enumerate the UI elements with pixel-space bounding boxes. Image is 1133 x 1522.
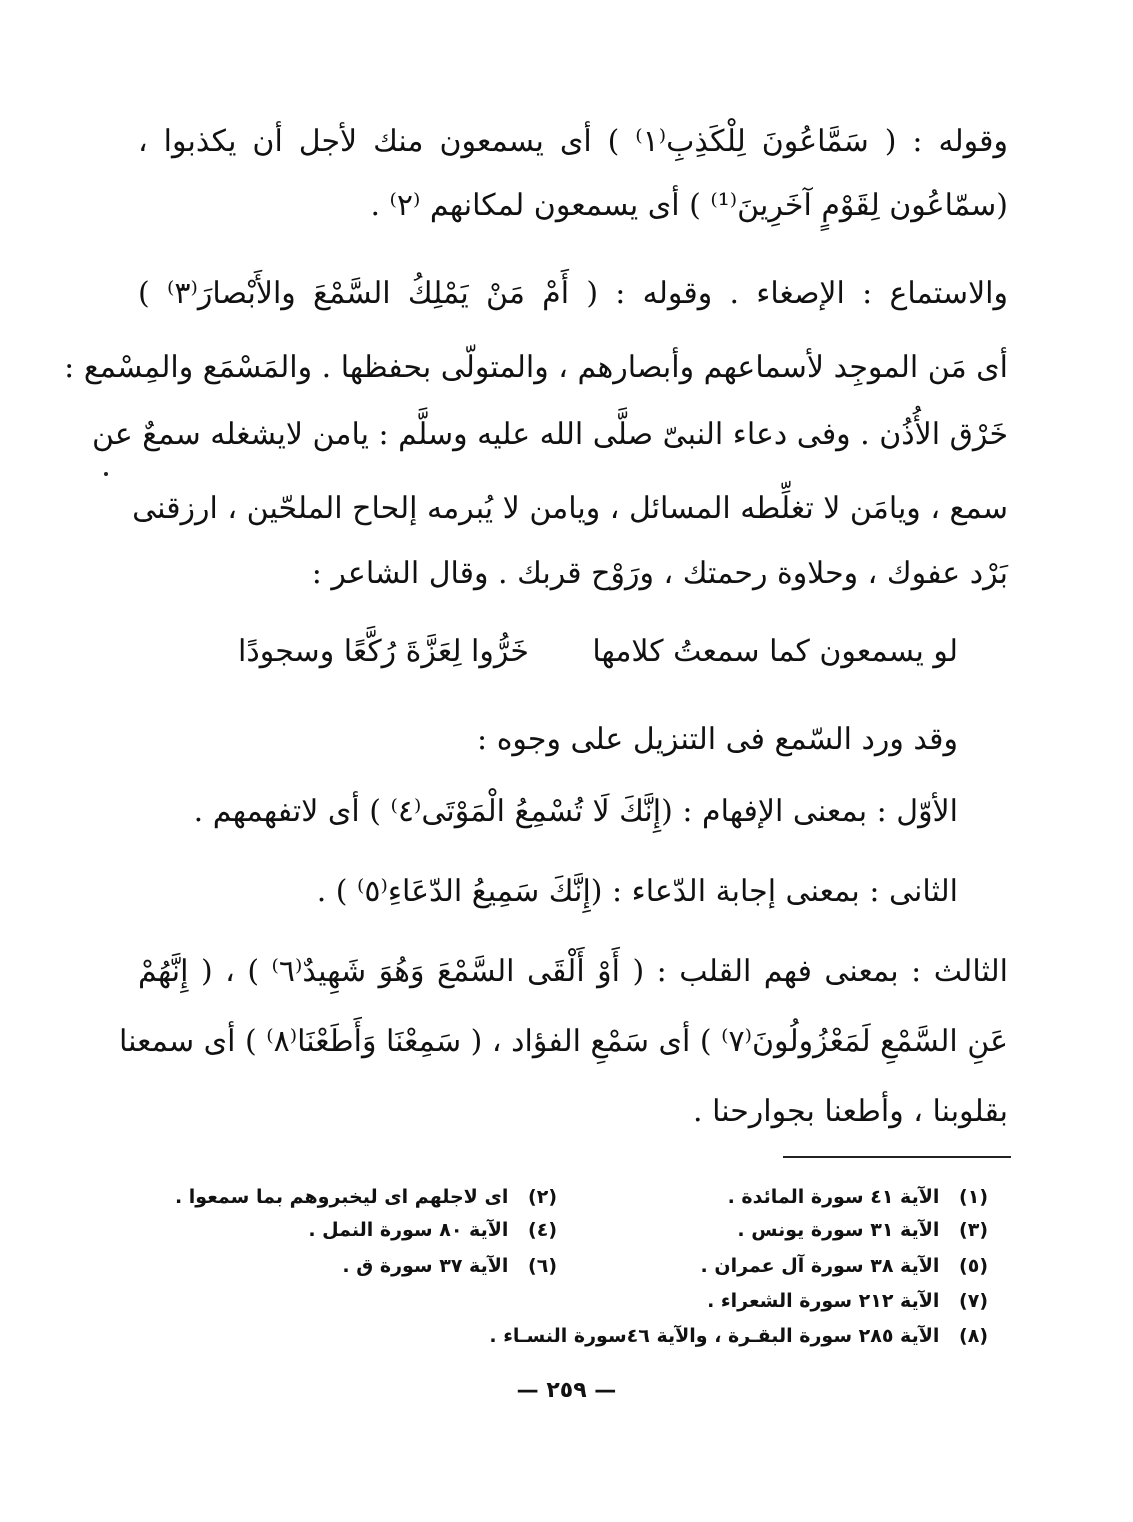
- text-line-2: (سمّاعُون لِقَوْمٍ آخَرِينَ⁽¹⁾ ) أى يسمعون لمكانهم ⁽٢⁾ .: [370, 188, 1008, 223]
- footnote-6-number: (٦): [528, 1255, 557, 1277]
- footnote-3-text: الآية ٣١ سورة يونس .: [737, 1219, 940, 1241]
- footnote-6: [342, 1253, 557, 1279]
- footnote-2-number: (٢): [528, 1186, 557, 1208]
- footnote-1: [728, 1184, 988, 1210]
- text-line-11: الثالث : بمعنى فهم القلب : ( أَوْ أَلْقَى السَّمْعَ وَهُوَ شَهِيدٌ⁽٦⁾ ) ، ( إِنَّهُمْ: [138, 954, 1008, 989]
- scan-speck: [104, 472, 108, 476]
- footnote-3-number: (٣): [959, 1219, 988, 1241]
- text-line-4: أى مَن الموجِد لأسماعهم وأبصارهم ، والمتولّى بحفظها . والمَسْمَع والمِسْمع :: [64, 350, 1008, 385]
- footnote-7-text: الآية ٢١٢ سورة الشعراء .: [707, 1290, 940, 1312]
- text-line-10: الثانى : بمعنى إجابة الدّعاء : (إِنَّكَ سَمِيعُ الدّعَاءِ⁽٥⁾ ) .: [316, 874, 958, 909]
- footnote-5-number: (٥): [959, 1255, 988, 1277]
- footnote-8: [489, 1323, 988, 1349]
- poem-first-hemistich: لو يسمعون كما سمعتُ كلامها: [592, 634, 958, 669]
- footnote-7-number: (٧): [959, 1290, 988, 1312]
- text-line-12: عَنِ السَّمْعِ لَمَعْزُولُونَ⁽٧⁾ ) أى سَمْعِ الفؤاد ، ( سَمِعْنَا وَأَطَعْنَا⁽٨⁾ ) أى سمعنا: [118, 1024, 1008, 1059]
- text-line-6: سمع ، ويامَن لا تغلِّطه المسائل ، ويامن لا يُبرمه إلحاح الملحّين ، ارزقنى: [132, 491, 1008, 526]
- footnote-4-number: (٤): [528, 1219, 557, 1241]
- footnote-separator: [783, 1156, 1011, 1158]
- text-line-13: بقلوبنا ، وأطعنا بجوارحنا .: [693, 1094, 1008, 1129]
- text-line-8: وقد ورد السّمع فى التنزيل على وجوه :: [477, 722, 958, 757]
- footnote-5-text: الآية ٣٨ سورة آل عمران .: [700, 1255, 940, 1277]
- poem-second-hemistich: خَرُّوا لِعَزَّةَ رُكَّعًا وسجودًا: [238, 634, 529, 669]
- text-line-9: الأوّل : بمعنى الإفهام : (إِنَّكَ لَا تُسْمِعُ الْمَوْتَى⁽٤⁾ ) أى لاتفهمهم .: [193, 794, 958, 829]
- footnote-4-text: الآية ٨٠ سورة النمل .: [308, 1219, 509, 1241]
- footnote-2-text: اى لاجلهم اى ليخبروهم بما سمعوا .: [174, 1186, 509, 1208]
- footnote-8-text: الآية ٢٨٥ سورة البقـرة ، والآية ٤٦سورة النسـاء .: [489, 1325, 940, 1347]
- text-line-3: والاستماع : الإصغاء . وقوله : ( أَمْ مَنْ يَمْلِكُ السَّمْعَ والأَبْصارَ⁽٣⁾ ): [138, 276, 1009, 311]
- text-line-1: وقوله : ( سَمَّاعُونَ لِلْكَذِبِ⁽١⁾ ) أى يسمعون منك لأجل أن يكذبوا ،: [138, 124, 1009, 159]
- footnote-8-number: (٨): [959, 1325, 988, 1347]
- footnote-1-text: الآية ٤١ سورة المائدة .: [727, 1186, 940, 1208]
- footnote-4: [308, 1217, 557, 1243]
- footnote-5: [701, 1253, 988, 1279]
- footnote-7: [707, 1288, 988, 1314]
- page-number: — ٢٥٩ —: [516, 1378, 617, 1403]
- text-line-7: بَرْد عفوك ، وحلاوة رحمتك ، ورَوْح قربك . وقال الشاعر :: [311, 556, 1008, 591]
- footnote-3: [737, 1217, 988, 1243]
- footnote-6-text: الآية ٣٧ سورة ق .: [342, 1255, 509, 1277]
- text-line-5: خَرْق الأُذُن . وفى دعاء النبىّ صلَّى الله عليه وسلَّم : يامن لايشغله سمعٌ عن: [92, 417, 1008, 452]
- footnote-1-number: (١): [959, 1186, 988, 1208]
- footnote-2: [175, 1184, 557, 1210]
